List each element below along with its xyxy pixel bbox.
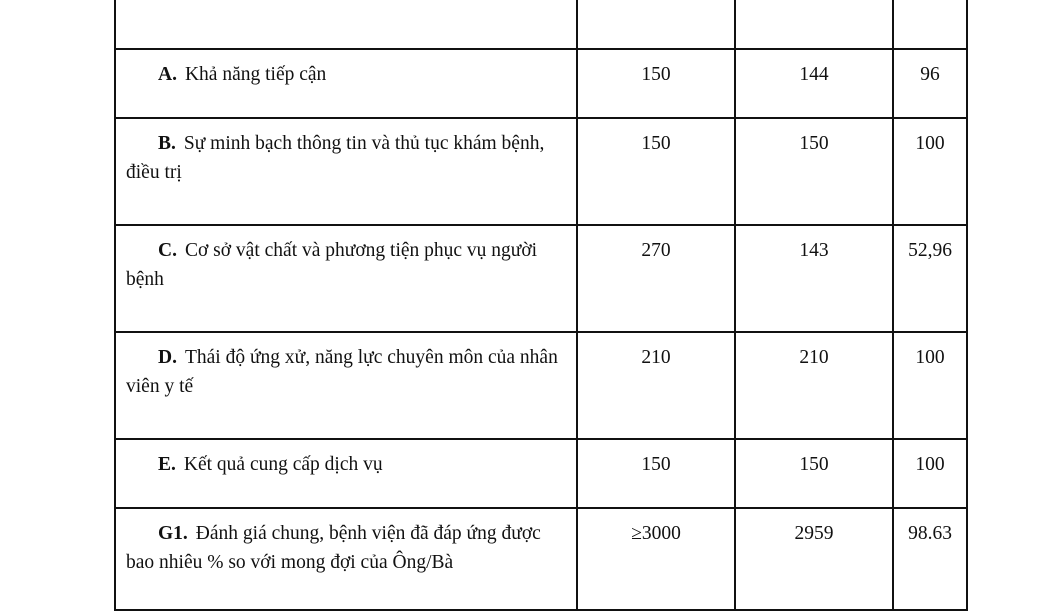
criterion-cell <box>115 49 577 118</box>
value-cell-achieved: 144 <box>735 49 893 118</box>
criterion-code: A. <box>158 64 177 85</box>
criterion-text: Khả năng tiếp cận <box>184 64 327 85</box>
blank-cell <box>893 0 967 49</box>
table-row <box>115 225 967 332</box>
value-cell-achieved: 2959 <box>735 508 893 610</box>
value-cell-max: 150 <box>577 118 735 225</box>
criterion-code: G1. <box>158 523 188 544</box>
value-cell-percent: 96 <box>893 49 967 118</box>
document-table-container <box>114 0 966 611</box>
value-cell-max: 270 <box>577 225 735 332</box>
table-row-top-blank <box>115 0 967 49</box>
criterion-text: Kết quả cung cấp dịch vụ <box>183 454 383 475</box>
value-cell-percent: 100 <box>893 439 967 508</box>
criterion-cell <box>115 225 577 332</box>
value-cell-max: 150 <box>577 439 735 508</box>
value-cell-max: ≥3000 <box>577 508 735 610</box>
table-row <box>115 118 967 225</box>
table-row <box>115 439 967 508</box>
criterion-cell <box>115 332 577 439</box>
criterion-text: Sự minh bạch thông tin và thủ tục khám bệnh, điều trị <box>126 133 545 183</box>
value-cell-achieved: 143 <box>735 225 893 332</box>
criterion-cell <box>115 118 577 225</box>
value-cell-achieved: 210 <box>735 332 893 439</box>
table-row <box>115 332 967 439</box>
table-row <box>115 508 967 610</box>
value-cell-max: 210 <box>577 332 735 439</box>
criterion-code: B. <box>158 133 176 154</box>
criterion-text: Thái độ ứng xử, năng lực chuyên môn của nhân viên y tế <box>126 347 558 397</box>
criterion-code: D. <box>158 347 177 368</box>
value-cell-percent: 100 <box>893 332 967 439</box>
value-cell-percent: 98.63 <box>893 508 967 610</box>
blank-cell <box>115 0 577 49</box>
blank-cell <box>735 0 893 49</box>
satisfaction-table <box>114 0 968 611</box>
criterion-text: Cơ sở vật chất và phương tiện phục vụ người bệnh <box>126 240 538 290</box>
criterion-code: C. <box>158 240 177 261</box>
value-cell-percent: 52,96 <box>893 225 967 332</box>
table-row <box>115 49 967 118</box>
criterion-cell <box>115 439 577 508</box>
value-cell-percent: 100 <box>893 118 967 225</box>
blank-cell <box>577 0 735 49</box>
value-cell-achieved: 150 <box>735 439 893 508</box>
value-cell-achieved: 150 <box>735 118 893 225</box>
criterion-text: Đánh giá chung, bệnh viện đã đáp ứng được bao nhiêu % so với mong đợi của Ông/Bà <box>126 523 541 573</box>
criterion-cell <box>115 508 577 610</box>
value-cell-max: 150 <box>577 49 735 118</box>
criterion-code: E. <box>158 454 176 475</box>
